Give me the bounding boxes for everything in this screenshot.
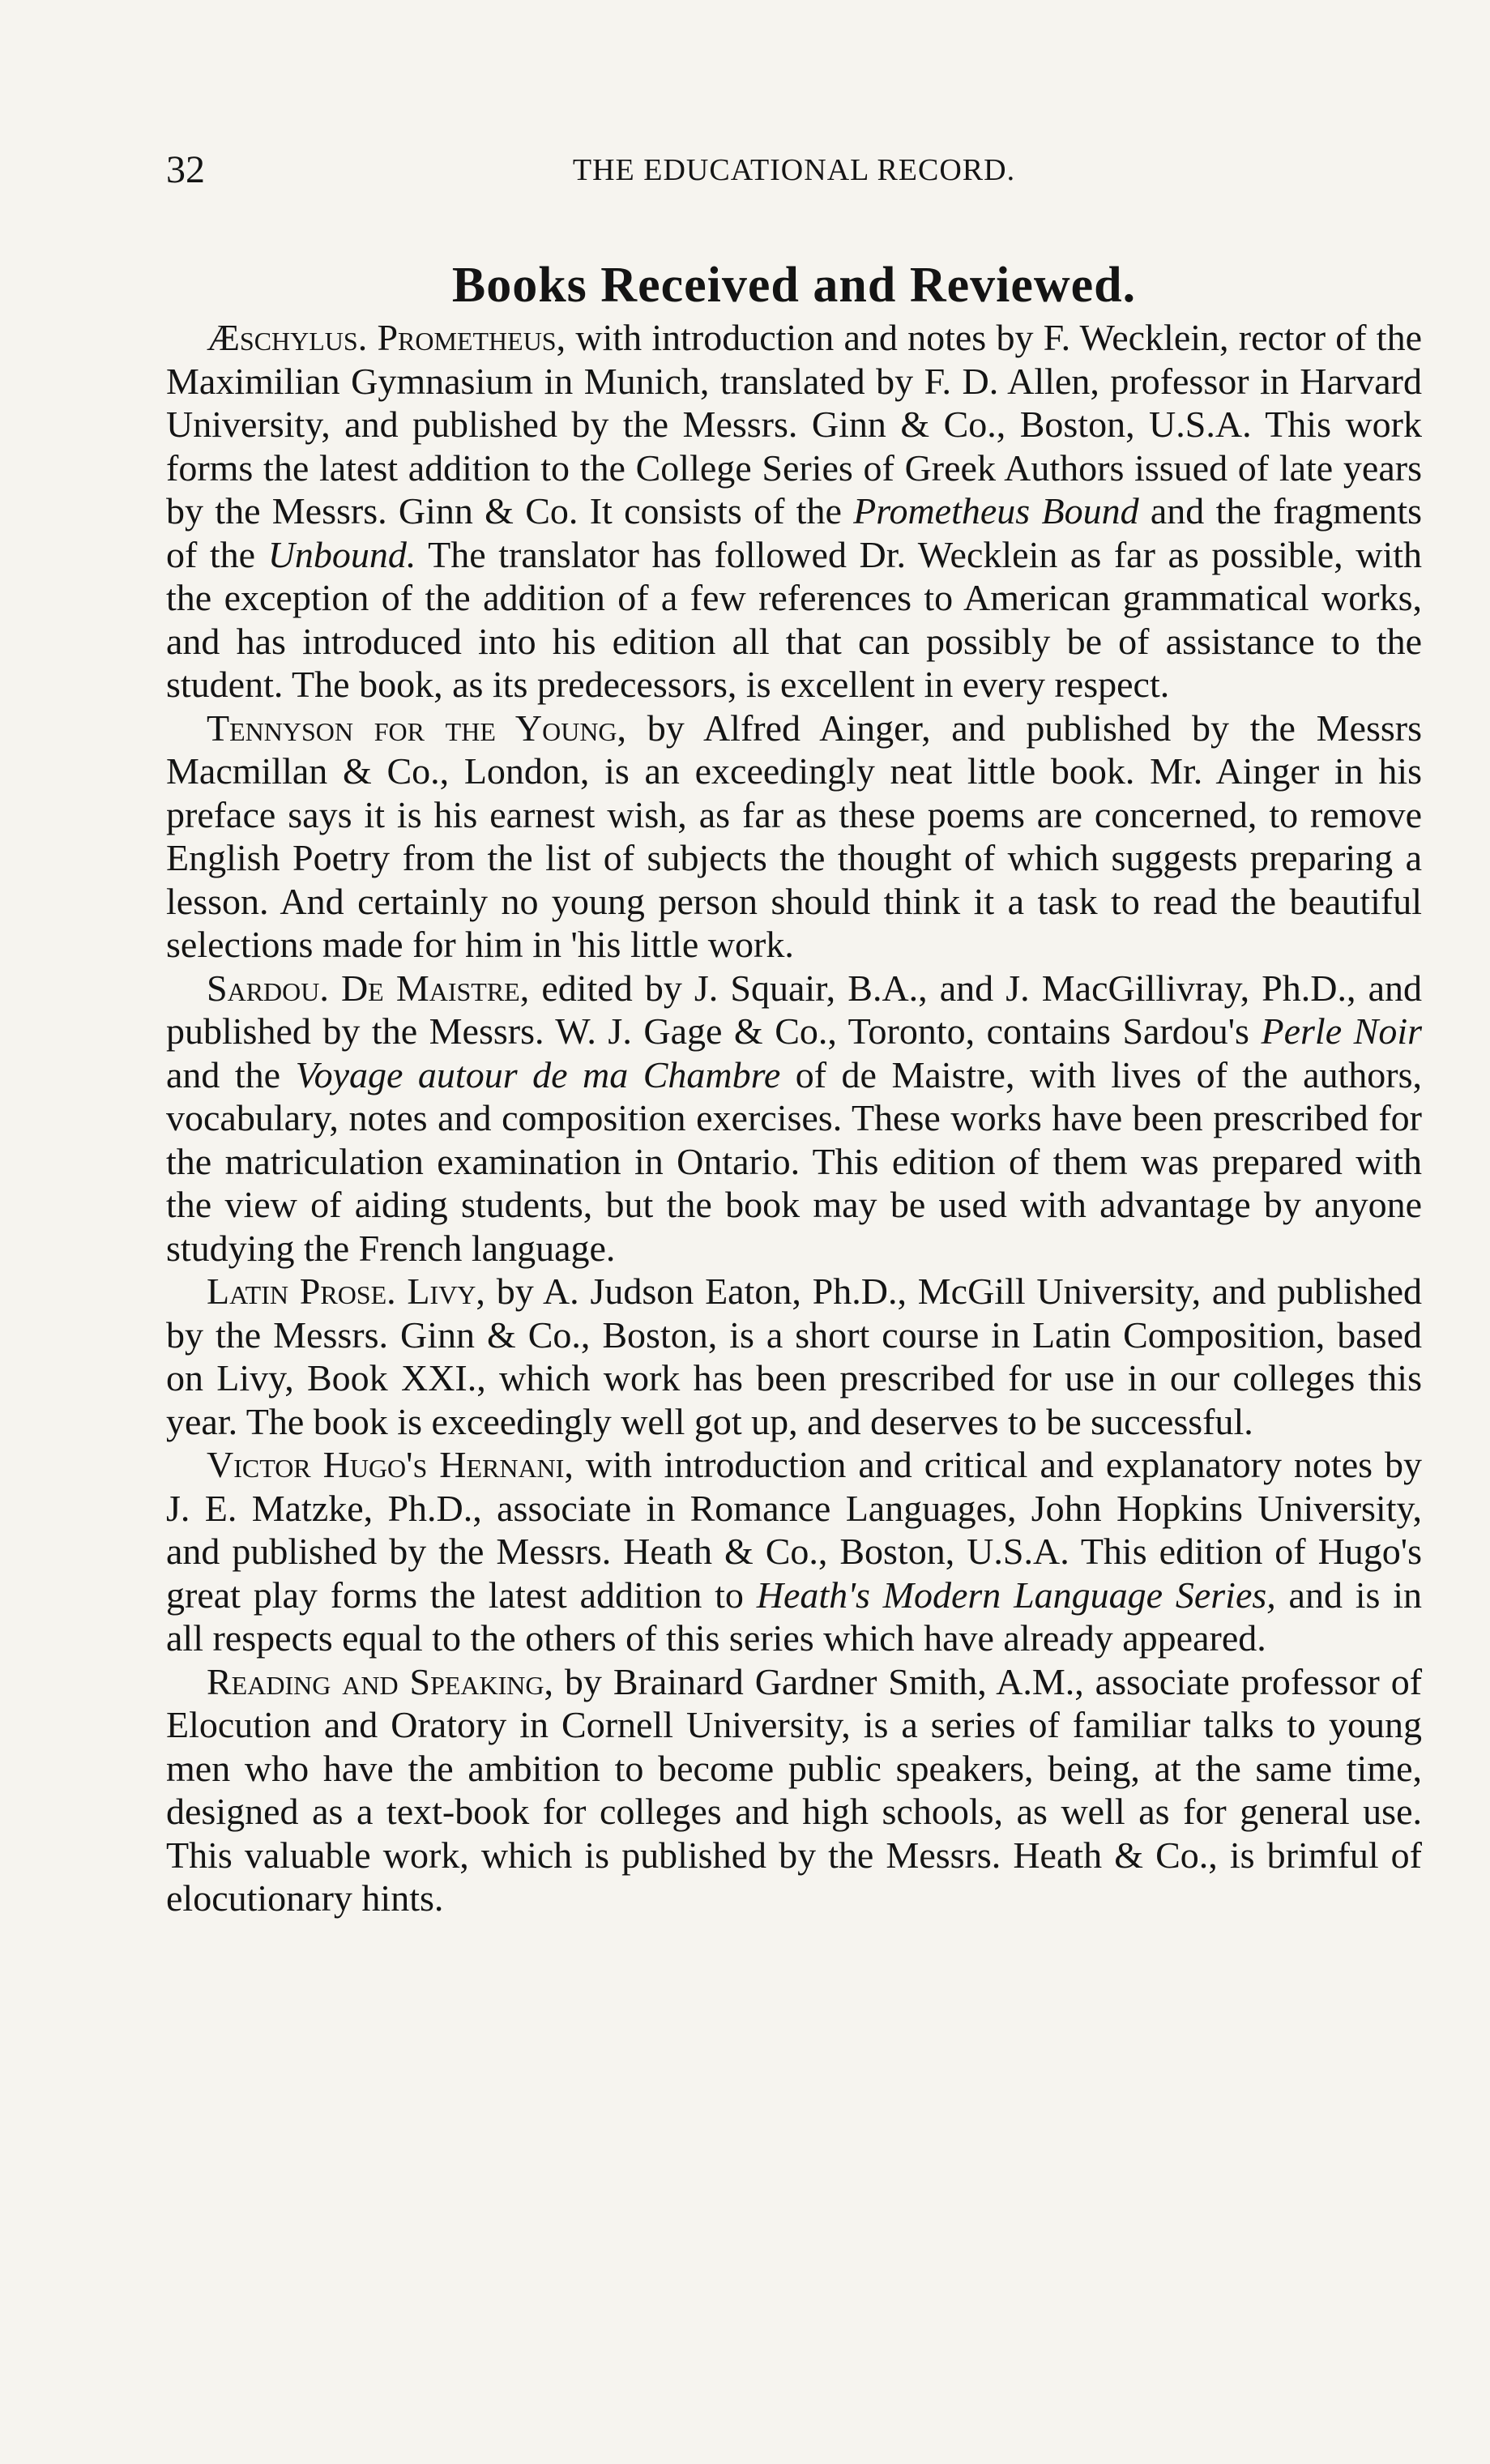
review-text: and is in all respects equal to the others of this series which have already appeared. — [166, 1574, 1422, 1659]
review-lead: Latin Prose. Livy, — [207, 1270, 485, 1312]
review-latin-prose — [166, 1270, 1422, 1443]
section-title: Books Received and Reviewed. — [451, 257, 1137, 313]
review-text: and the fragments of the — [166, 490, 1423, 575]
page-header — [166, 146, 1422, 194]
review-lead: Æschylus. Prometheus, — [207, 317, 566, 358]
review-lead: Victor Hugo's Hernani, — [207, 1444, 574, 1485]
review-text: by Alfred Ainger, and published by the Messrs Macmillan & Co., London, is an exceedingly neat little book. Mr. Ainger in his preface says it is his earnest wish, as far as these poems are concerned, to remove English Poetry from the list of subjects the thought of which suggests preparing a lesson. And certainly no young person should think it a task to read the beautiful selections made for him in 'his little work. — [166, 707, 1422, 965]
review-italic-title: Perle Noir — [1261, 1010, 1423, 1052]
review-text: with introduction and notes by F. Wecklein, rector of the Maximilian Gymnasium in Munich, translated by F. D. Allen, professor in Harvard University, and published by the Messrs. Ginn & Co., Boston, U.S.A. This work forms the latest addition to the College Series of Greek Authors issued of late years by the Messrs. Ginn & Co. It consists of the — [166, 317, 1422, 532]
review-aeschylus — [166, 316, 1422, 707]
review-tennyson — [166, 707, 1422, 967]
review-text: by A. Judson Eaton, Ph.D., McGill University, and published by the Messrs. Ginn & Co., Boston, is a short course in Latin Composition, based on Livy, Book XXI., which work has been prescribed for use in our colleges this year. The book is exceedingly well got up, and deserves to be successful. — [166, 1270, 1423, 1442]
review-text: by Brainard Gardner Smith, A.M., associate professor of Elocution and Oratory in Cornell University, is a series of familiar talks to young men who have the ambition to become public speakers, being, at the same time, designed as a text-book for colleges and high schools, as well as for general use. This valuable work, which is published by the Messrs. Heath & Co., is brimful of elocutionary hints. — [166, 1660, 1423, 1919]
review-lead: Sardou. De Maistre, — [207, 967, 530, 1009]
review-italic-title: Voyage autour de ma Chambre — [295, 1053, 781, 1095]
review-italic-title: Heath's Modern Language Series, — [756, 1574, 1276, 1616]
review-text: with introduction and critical and explanatory notes by J. E. Matzke, Ph.D., associate in Romance Languages, John Hopkins University, and published by the Messrs. Heath & Co., Boston, U.S.A. This edition of Hugo's great play forms the latest addition to — [166, 1444, 1423, 1616]
review-text: and the — [166, 1053, 296, 1095]
review-hernani — [166, 1443, 1422, 1660]
review-lead: Reading and Speaking, — [207, 1660, 554, 1702]
review-italic-title: Unbound. — [267, 533, 416, 575]
review-sardou — [166, 967, 1422, 1270]
running-title: THE EDUCATIONAL RECORD. — [572, 153, 1016, 187]
review-lead: Tennyson for the Young, — [207, 707, 627, 749]
review-text: edited by J. Squair, B.A., and J. MacGillivray, Ph.D., and published by the Messrs. W. J. Gage & Co., Toronto, contains Sardou's — [166, 967, 1422, 1052]
review-italic-title: Prometheus Bound — [853, 490, 1139, 532]
reviews-article — [166, 316, 1422, 1920]
review-text: The translator has followed Dr. Wecklein as far as possible, with the exception of the addition of a few references to American grammatical works, and has introduced into his edition all that can possibly be of assistance to the student. The book, as its predecessors, is excellent in every respect. — [166, 533, 1423, 705]
review-reading-speaking — [166, 1660, 1422, 1920]
page-number: 32 — [166, 148, 205, 191]
review-text: of de Maistre, with lives of the authors, vocabulary, notes and composition exercises. These works have been prescribed for the matriculation examination in Ontario. This edition of them was prepared with the view of aiding students, but the book may be used with advantage by anyone studying the French language. — [166, 1053, 1422, 1269]
